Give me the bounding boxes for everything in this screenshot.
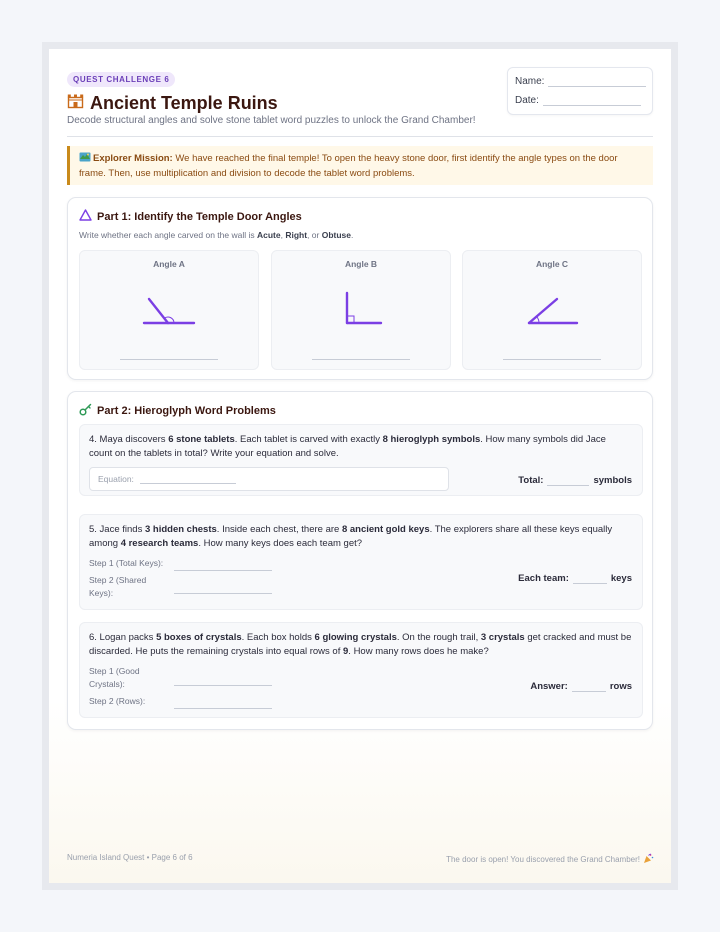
part2-card	[67, 391, 653, 730]
angle-c-box	[462, 250, 642, 370]
footer-right-text: The door is open! You discovered the Grand Chamber!	[446, 855, 640, 864]
party-popper-icon	[643, 853, 654, 866]
name-date-box	[507, 67, 653, 115]
p5-t4: . How many keys does each team get?	[198, 538, 363, 549]
angle-b-label: Angle B	[344, 259, 378, 269]
part1-title-text: Part 1: Identify the Temple Door Angles	[97, 210, 302, 223]
p6-step1-b: Crystals):	[89, 678, 125, 689]
angle-a-diagram	[140, 287, 200, 327]
part1-card	[67, 197, 653, 380]
instr-sep1: ,	[280, 230, 286, 240]
name-row	[515, 76, 646, 87]
angle-c-diagram	[523, 287, 583, 327]
instr-suffix: .	[350, 230, 354, 240]
angle-c-answer-line[interactable]	[503, 359, 601, 360]
part1-instructions	[79, 230, 353, 240]
angle-a-answer-line[interactable]	[120, 359, 218, 360]
angle-b-answer-line[interactable]	[312, 359, 410, 360]
page-subtitle: Decode structural angles and solve stone tablet word puzzles to unlock the Grand Chamber!	[67, 115, 476, 126]
quest-badge: QUEST CHALLENGE 6	[67, 72, 175, 87]
angle-c-label: Angle C	[535, 259, 569, 269]
p6-t2: . Each box holds	[241, 632, 315, 643]
equation-input[interactable]	[89, 467, 449, 491]
page-title	[67, 92, 278, 114]
p6-t3: . On the rough trail,	[396, 632, 481, 643]
total-unit: symbols	[593, 475, 632, 486]
p6-step1-label	[89, 665, 140, 690]
date-label: Date:	[515, 95, 539, 106]
p5-step1-label: Step 1 (Total Keys):	[89, 558, 164, 568]
date-row	[515, 95, 641, 106]
p4-t3: . How many symbols did Jace count on the tablets in total? Write your equation and solve.	[89, 434, 606, 459]
instr-right: Right	[285, 230, 308, 240]
total-label: Total:	[518, 475, 544, 486]
p4-t1: 4. Maya discovers	[89, 434, 169, 445]
p6-step2-label: Step 2 (Rows):	[89, 696, 146, 706]
header-divider	[67, 136, 653, 137]
instr-prefix: Write whether each angle carved on the wall is	[79, 230, 257, 240]
part2-title	[79, 403, 276, 419]
problem-4	[79, 424, 643, 496]
map-icon	[79, 152, 91, 167]
title-text: Ancient Temple Ruins	[90, 92, 278, 113]
p6-step2-line[interactable]	[174, 708, 272, 709]
angle-a-label: Angle A	[153, 259, 185, 269]
p6-result	[530, 681, 632, 692]
p5-result	[518, 573, 632, 584]
each-team-answer-line[interactable]	[573, 583, 607, 584]
p5-step2-b: Keys):	[89, 587, 114, 598]
p5-step1-line[interactable]	[174, 570, 272, 571]
footer-left: Numeria Island Quest • Page 6 of 6	[67, 853, 193, 862]
angle-a-box	[79, 250, 259, 370]
p6-b2: 6 glowing crystals	[314, 632, 397, 643]
name-label: Name:	[515, 76, 545, 87]
key-icon	[79, 403, 92, 419]
date-field[interactable]	[543, 105, 641, 106]
p6-b4: 9	[343, 646, 349, 657]
instr-obtuse: Obtuse	[321, 230, 351, 240]
p5-b3: 4 research teams	[120, 538, 199, 549]
p4-result	[518, 475, 632, 486]
p6-b3: 3 crystals	[480, 632, 525, 643]
mission-label: Explorer Mission:	[93, 153, 173, 164]
problem-4-text	[89, 433, 629, 461]
p6-step1-line[interactable]	[174, 685, 272, 686]
mission-text: We have reached the final temple! To open the heavy stone door, first identify the angle types on the door frame. Then, use multiplication and division to decode the tablet word problems.	[79, 153, 618, 179]
temple-icon	[67, 92, 84, 114]
answer-label: Answer:	[530, 681, 568, 692]
angle-b-diagram	[332, 287, 392, 327]
footer-right	[446, 853, 654, 866]
p5-step2-label	[89, 574, 146, 599]
name-field[interactable]	[548, 86, 646, 87]
equation-line	[140, 483, 236, 484]
total-answer-line[interactable]	[547, 485, 589, 486]
problem-6	[79, 622, 643, 718]
p5-t1: 5. Jace finds	[89, 524, 145, 535]
p5-step2-line[interactable]	[174, 593, 272, 594]
problem-5	[79, 514, 643, 610]
p4-b2: 8 hieroglyph symbols	[382, 434, 481, 445]
p5-b1: 3 hidden chests	[144, 524, 217, 535]
mission-callout	[67, 146, 653, 185]
problem-5-text	[89, 523, 634, 551]
angle-b-box	[271, 250, 451, 370]
p6-b1: 5 boxes of crystals	[156, 632, 242, 643]
rows-answer-line[interactable]	[572, 691, 606, 692]
part2-title-text: Part 2: Hieroglyph Word Problems	[97, 405, 276, 417]
equation-label: Equation:	[98, 474, 134, 484]
p4-b1: 6 stone tablets	[168, 434, 235, 445]
each-team-unit: keys	[610, 573, 632, 584]
p5-b2: 8 ancient gold keys	[341, 524, 430, 535]
instr-acute: Acute	[256, 230, 281, 240]
triangle-icon	[79, 209, 92, 224]
problem-6-text	[89, 631, 634, 659]
p6-t1: 6. Logan packs	[89, 632, 157, 643]
p6-step1-a: Step 1 (Good	[89, 666, 140, 676]
p5-step2-a: Step 2 (Shared	[89, 575, 147, 585]
p5-t3: . The explorers share all these keys equally among	[89, 524, 613, 549]
rows-unit: rows	[609, 681, 632, 692]
p6-t4: get cracked and must be discarded. He puts the remaining crystals into equal rows of	[89, 632, 632, 657]
p4-t2: . Each tablet is carved with exactly	[234, 434, 383, 445]
instr-sep2: , or	[307, 230, 322, 240]
p6-t5: . How many rows does he make?	[348, 646, 489, 657]
part1-title	[79, 209, 302, 224]
each-team-label: Each team:	[518, 573, 569, 584]
p5-t2: . Inside each chest, there are	[216, 524, 342, 535]
